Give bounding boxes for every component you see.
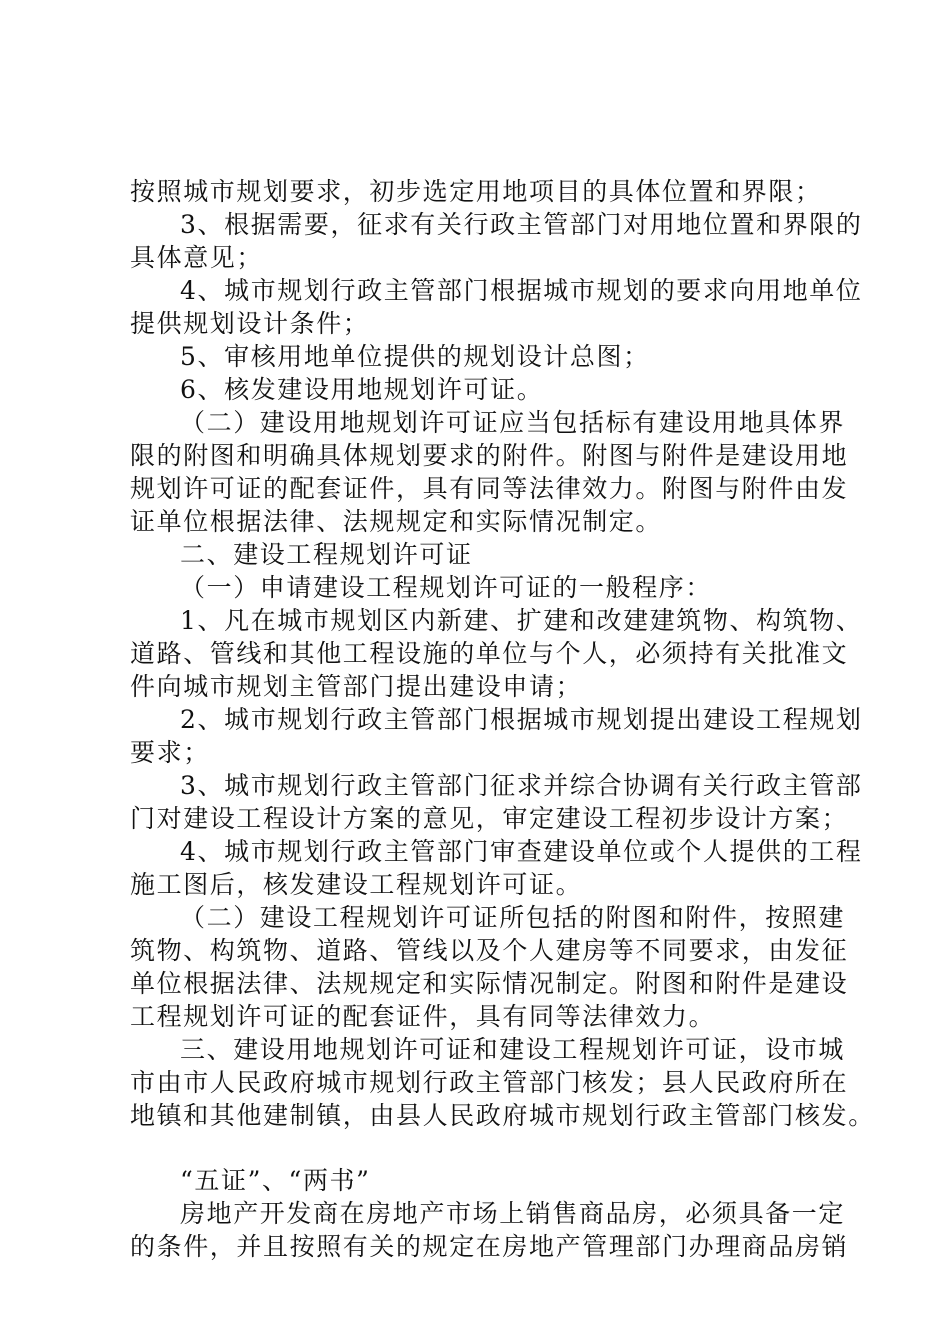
text-line: （一）申请建设工程规划许可证的一般程序： xyxy=(180,573,713,602)
text-line: 门对建设工程设计方案的意见，审定建设工程初步设计方案； xyxy=(130,804,849,833)
text-line: 6、核发建设用地规划许可证。 xyxy=(180,375,544,404)
text-line: 工程规划许可证的配套证件，具有同等法律效力。 xyxy=(130,1002,716,1031)
text-line: 4、城市规划行政主管部门审查建设单位或个人提供的工程 xyxy=(180,837,863,866)
text-line: 的条件，并且按照有关的规定在房地产管理部门办理商品房销 xyxy=(130,1232,849,1261)
text-line: 提供规划设计条件； xyxy=(130,309,370,338)
text-line: 件向城市规划主管部门提出建设申请； xyxy=(130,672,583,701)
text-line: 2、城市规划行政主管部门根据城市规划提出建设工程规划 xyxy=(180,705,863,734)
text-line: 3、城市规划行政主管部门征求并综合协调有关行政主管部 xyxy=(180,771,863,800)
text-line: 三、建设用地规划许可证和建设工程规划许可证，设市城 xyxy=(180,1035,846,1064)
text-line: 按照城市规划要求，初步选定用地项目的具体位置和界限； xyxy=(130,177,822,206)
section-heading: 二、建设工程规划许可证 xyxy=(180,540,473,569)
text-line: 4、城市规划行政主管部门根据城市规划的要求向用地单位 xyxy=(180,276,863,305)
text-line: 要求； xyxy=(130,738,210,767)
text-line: 市由市人民政府城市规划行政主管部门核发；县人民政府所在 xyxy=(130,1068,849,1097)
text-line: 地镇和其他建制镇，由县人民政府城市规划行政主管部门核发。 xyxy=(130,1101,875,1130)
text-line: 筑物、构筑物、道路、管线以及个人建房等不同要求，由发征 xyxy=(130,936,849,965)
text-line: 单位根据法律、法规规定和实际情况制定。附图和附件是建设 xyxy=(130,969,849,998)
text-line: （二）建设工程规划许可证所包括的附图和附件，按照建 xyxy=(180,903,846,932)
text-line: 3、根据需要，征求有关行政主管部门对用地位置和界限的 xyxy=(180,210,863,239)
text-line: 1、凡在城市规划区内新建、扩建和改建建筑物、构筑物、 xyxy=(180,606,863,635)
text-line: 限的附图和明确具体规划要求的附件。附图与附件是建设用地 xyxy=(130,441,849,470)
text-line: 施工图后，核发建设工程规划许可证。 xyxy=(130,870,583,899)
text-line: 5、审核用地单位提供的规划设计总图； xyxy=(180,342,650,371)
section-heading: “五证”、“两书” xyxy=(180,1166,371,1195)
text-line: 证单位根据法律、法规规定和实际情况制定。 xyxy=(130,507,663,536)
text-line: 规划许可证的配套证件，具有同等法律效力。附图与附件由发 xyxy=(130,474,849,503)
text-line: 道路、管线和其他工程设施的单位与个人，必须持有关批准文 xyxy=(130,639,849,668)
text-line: （二）建设用地规划许可证应当包括标有建设用地具体界 xyxy=(180,408,846,437)
text-line: 具体意见； xyxy=(130,243,264,272)
text-line: 房地产开发商在房地产市场上销售商品房，必须具备一定 xyxy=(180,1199,846,1228)
